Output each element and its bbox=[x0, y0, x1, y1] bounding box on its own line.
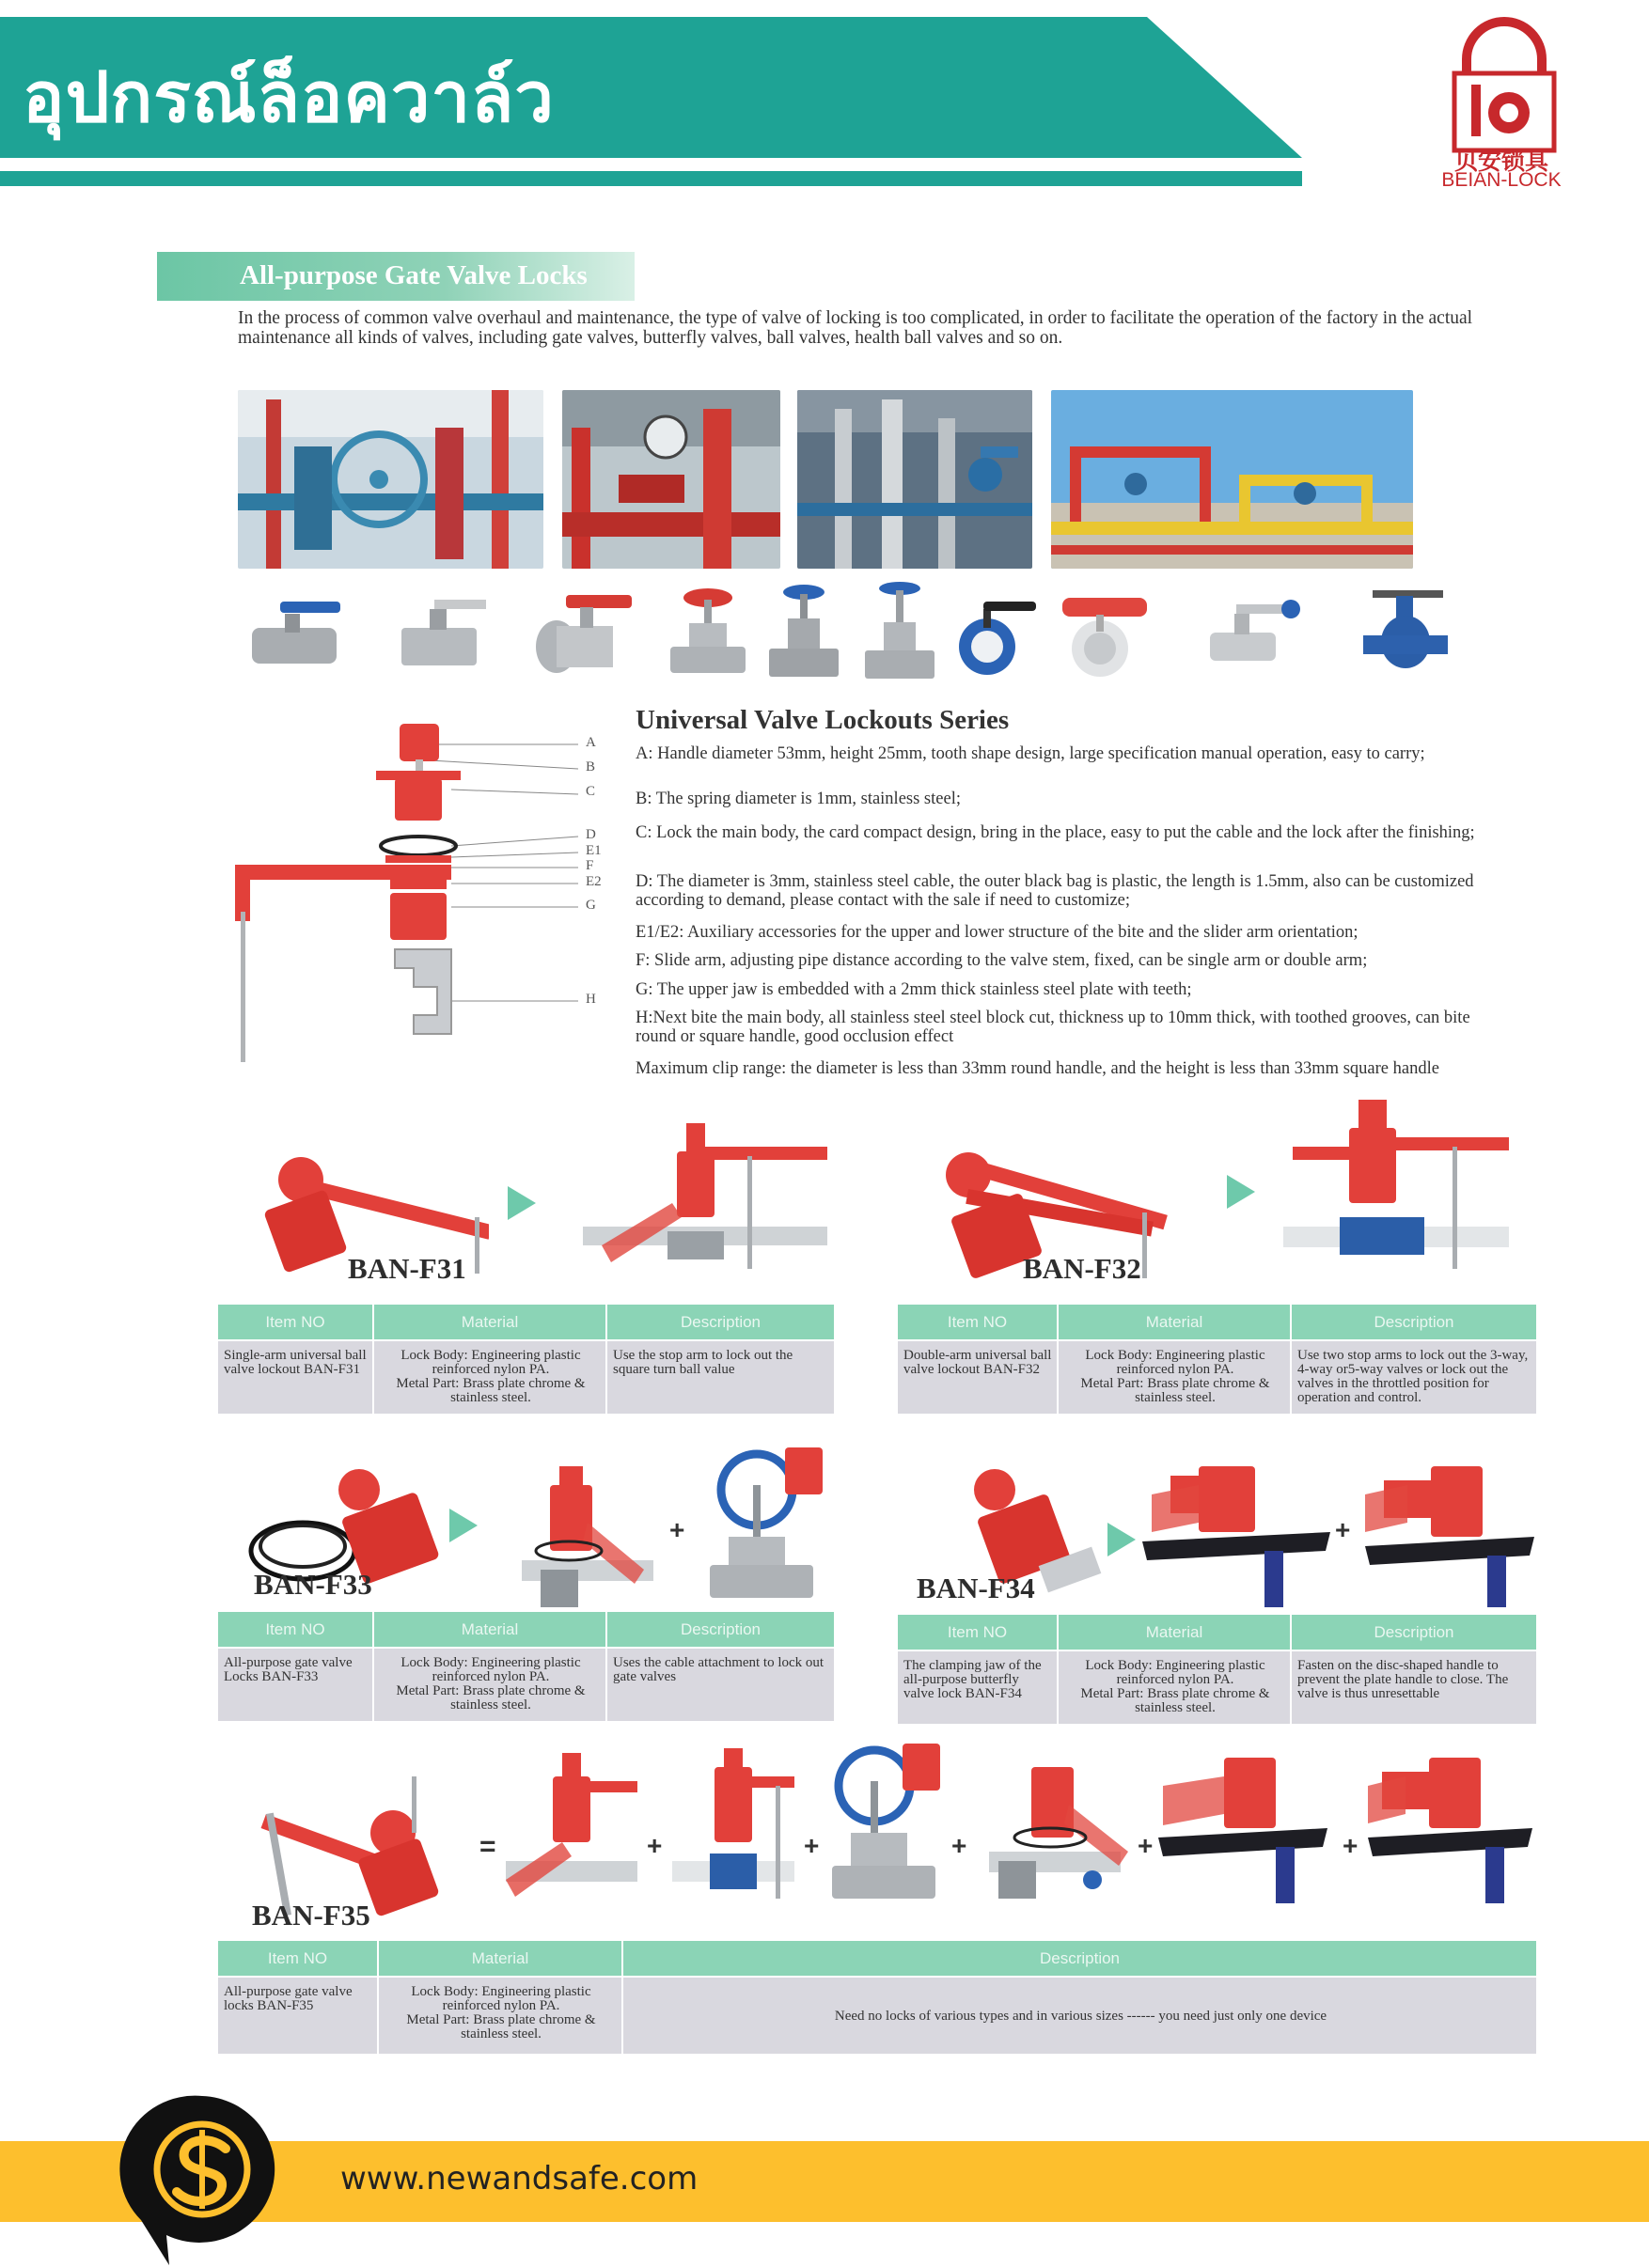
ball-valve-icon bbox=[528, 581, 632, 684]
gate-valve-icon bbox=[1354, 581, 1457, 684]
butterfly-valve-icon bbox=[1053, 581, 1156, 684]
material-line-1: Lock Body: Engineering plastic bbox=[411, 1984, 591, 1999]
material-line-4: stainless steel. bbox=[450, 1390, 531, 1405]
diagram-label-a: A bbox=[586, 735, 596, 750]
cell-description: Fasten on the disc-shaped handle to prevent the plate handle to close. The valve is thus unresettable bbox=[1291, 1650, 1537, 1724]
material-line-2: reinforced nylon PA. bbox=[432, 1362, 550, 1377]
material-line-3: Metal Part: Brass plate chrome & bbox=[396, 1376, 586, 1391]
material-line-4: stainless steel. bbox=[450, 1697, 531, 1713]
product-application-f35-2 bbox=[672, 1748, 794, 1908]
logo-chinese-text: 贝安锁具 bbox=[1453, 148, 1548, 175]
plus-sign: + bbox=[1138, 1831, 1154, 1860]
spec-h: H:Next bite the main body, all stainless steel steel block cut, thickness up to 10mm thick, with toothed grooves, can bite round or square handle, good occlusion effect bbox=[636, 1009, 1470, 1046]
footer-url[interactable]: www.newandsafe.com bbox=[340, 2160, 699, 2198]
cell-item: Single-arm universal ball valve lockout BAN-F31 bbox=[218, 1340, 373, 1414]
photo-industrial-valves bbox=[797, 390, 1032, 569]
diagram-label-b: B bbox=[586, 759, 596, 774]
material-line-3: Metal Part: Brass plate chrome & bbox=[1080, 1376, 1270, 1391]
cell-material bbox=[1058, 1340, 1291, 1414]
page-title: อุปกรณ์ล็อควาล์ว bbox=[23, 57, 555, 138]
diagram-label-e2: E2 bbox=[586, 874, 602, 889]
equals-sign: = bbox=[479, 1831, 496, 1862]
cell-description: Need no locks of various types and in various sizes ------ you need just only one device bbox=[622, 1977, 1537, 2054]
spec-c: C: Lock the main body, the card compact design, bring in the place, easy to put the cable and the lock after the finishing; bbox=[636, 823, 1475, 842]
col-header-material: Material bbox=[1058, 1615, 1291, 1650]
product-image-f35 bbox=[252, 1776, 459, 1917]
diagram-label-g: G bbox=[586, 898, 596, 913]
gate-valve-icon bbox=[848, 581, 951, 684]
col-header-description: Description bbox=[606, 1305, 835, 1340]
cell-description: Use the stop arm to lock out the square turn ball value bbox=[606, 1340, 835, 1414]
cell-material bbox=[378, 1977, 622, 2054]
series-title: Universal Valve Lockouts Series bbox=[636, 705, 1010, 735]
arrow-right-icon bbox=[449, 1509, 478, 1542]
product-name-f34: BAN-F34 bbox=[917, 1572, 1035, 1604]
newandsafe-logo-icon bbox=[115, 2088, 290, 2267]
spec-d: D: The diameter is 3mm, stainless steel cable, the outer black bag is plastic, the length is 1.5mm, also can be customized according to demand, please contact with the sale if need to customize; bbox=[636, 872, 1474, 910]
cell-item: All-purpose gate valve Locks BAN-F33 bbox=[218, 1648, 373, 1721]
cell-material bbox=[373, 1340, 606, 1414]
material-line-2: reinforced nylon PA. bbox=[1116, 1672, 1234, 1687]
col-header-description: Description bbox=[1291, 1615, 1537, 1650]
gate-valve-icon bbox=[656, 581, 760, 684]
material-line-2: reinforced nylon PA. bbox=[432, 1669, 550, 1684]
arrow-right-icon bbox=[1107, 1523, 1136, 1556]
spec-table-f33 bbox=[218, 1612, 836, 1721]
cell-material bbox=[373, 1648, 606, 1721]
material-line-1: Lock Body: Engineering plastic bbox=[1085, 1348, 1265, 1363]
gate-valve-icon bbox=[752, 581, 856, 684]
col-header-material: Material bbox=[373, 1612, 606, 1648]
diagram-label-c: C bbox=[586, 784, 596, 799]
diagram-label-e1: E1 bbox=[586, 843, 602, 858]
spec-table-f35 bbox=[218, 1941, 1538, 2054]
section-label bbox=[157, 252, 635, 301]
diagram-label-d: D bbox=[586, 827, 596, 842]
material-line-4: stainless steel. bbox=[1135, 1390, 1216, 1405]
spec-b: B: The spring diameter is 1mm, stainless steel; bbox=[636, 790, 961, 808]
spec-table-f32 bbox=[898, 1305, 1538, 1414]
plus-sign: + bbox=[1343, 1831, 1358, 1860]
material-line-4: stainless steel. bbox=[1135, 1700, 1216, 1715]
exploded-diagram bbox=[226, 714, 620, 1090]
material-line-3: Metal Part: Brass plate chrome & bbox=[396, 1683, 586, 1698]
diagram-label-f: F bbox=[586, 858, 594, 873]
plus-sign: + bbox=[951, 1831, 967, 1860]
material-line-1: Lock Body: Engineering plastic bbox=[1085, 1658, 1265, 1673]
product-application-f31 bbox=[583, 1123, 827, 1283]
col-header-description: Description bbox=[622, 1941, 1537, 1977]
intro-paragraph: In the process of common valve overhaul and maintenance, the type of valve of locking is too complicated, in order to facilitate the operation of the factory in the actual maintenance all kinds of valves, including gate valves, butterfly valves, ball valves, health ball valves and so on. bbox=[238, 308, 1473, 348]
plus-sign: + bbox=[647, 1831, 663, 1860]
logo-english-text: BEIAN-LOCK bbox=[1441, 169, 1562, 191]
product-name-f33: BAN-F33 bbox=[254, 1568, 372, 1601]
cell-description: Uses the cable attachment to lock out gate valves bbox=[606, 1648, 835, 1721]
plus-sign: + bbox=[669, 1515, 685, 1544]
spec-e1e2: E1/E2: Auxiliary accessories for the upper and lower structure of the bite and the slider arm orientation; bbox=[636, 923, 1358, 942]
product-application-f35-4 bbox=[980, 1748, 1130, 1908]
col-header-description: Description bbox=[1291, 1305, 1537, 1340]
product-application-f32 bbox=[1283, 1100, 1509, 1283]
product-application-f33-gate bbox=[700, 1447, 837, 1607]
photo-red-pipes bbox=[562, 390, 780, 569]
diagram-label-h: H bbox=[586, 992, 596, 1007]
material-line-2: reinforced nylon PA. bbox=[442, 1998, 560, 2013]
plus-sign: + bbox=[804, 1831, 820, 1860]
cell-item: The clamping jaw of the all-purpose butterfly valve lock BAN-F34 bbox=[898, 1650, 1058, 1724]
spec-g: G: The upper jaw is embedded with a 2mm thick stainless steel plate with teeth; bbox=[636, 980, 1192, 999]
spec-f: F: Slide arm, adjusting pipe distance according to the valve stem, fixed, can be single arm or double arm; bbox=[636, 951, 1368, 970]
product-application-f34-alt bbox=[1365, 1457, 1539, 1607]
product-name-f32: BAN-F32 bbox=[1023, 1252, 1141, 1285]
col-header-material: Material bbox=[1058, 1305, 1291, 1340]
spec-max-clip: Maximum clip range: the diameter is less than 33mm round handle, and the height is less than 33mm square handle bbox=[636, 1059, 1439, 1078]
product-application-f35-6 bbox=[1368, 1748, 1537, 1908]
product-application-f33 bbox=[503, 1466, 653, 1607]
product-name-f31: BAN-F31 bbox=[348, 1252, 466, 1285]
material-line-4: stainless steel. bbox=[461, 2026, 542, 2041]
material-line-3: Metal Part: Brass plate chrome & bbox=[1080, 1686, 1270, 1701]
spec-a: A: Handle diameter 53mm, height 25mm, tooth shape design, large specification manual operation, easy to carry; bbox=[636, 744, 1425, 763]
product-application-f35-1 bbox=[506, 1748, 637, 1908]
arrow-right-icon bbox=[508, 1186, 536, 1220]
product-application-f35-3 bbox=[823, 1744, 959, 1908]
col-header-item: Item NO bbox=[218, 1612, 373, 1648]
arrow-right-icon bbox=[1227, 1175, 1255, 1209]
spec-table-f31 bbox=[218, 1305, 836, 1414]
header-underline bbox=[0, 171, 1302, 186]
cell-material bbox=[1058, 1650, 1291, 1724]
butterfly-valve-icon bbox=[940, 581, 1044, 684]
material-line-2: reinforced nylon PA. bbox=[1116, 1362, 1234, 1377]
col-header-item: Item NO bbox=[218, 1305, 373, 1340]
col-header-item: Item NO bbox=[898, 1305, 1058, 1340]
ball-valve-icon bbox=[1199, 581, 1302, 684]
product-application-f35-5 bbox=[1158, 1748, 1332, 1908]
cell-description: Use two stop arms to lock out the 3-way, 4-way or5-way valves or lock out the valves in the throttled position for operation and control. bbox=[1291, 1340, 1537, 1414]
section-label-text: All-purpose Gate Valve Locks bbox=[240, 260, 588, 290]
photo-fire-valves bbox=[238, 390, 543, 569]
cell-item: All-purpose gate valve locks BAN-F35 bbox=[218, 1977, 378, 2054]
material-line-1: Lock Body: Engineering plastic bbox=[400, 1655, 581, 1670]
ball-valve-icon bbox=[243, 581, 346, 684]
cell-item: Double-arm universal ball valve lockout BAN-F32 bbox=[898, 1340, 1058, 1414]
col-header-material: Material bbox=[373, 1305, 606, 1340]
ball-valve-icon bbox=[387, 581, 491, 684]
photo-pipeline-plant bbox=[1051, 390, 1413, 569]
material-line-3: Metal Part: Brass plate chrome & bbox=[406, 2012, 596, 2027]
spec-table-f34 bbox=[898, 1615, 1538, 1724]
col-header-item: Item NO bbox=[898, 1615, 1058, 1650]
material-line-1: Lock Body: Engineering plastic bbox=[400, 1348, 581, 1363]
col-header-material: Material bbox=[378, 1941, 622, 1977]
product-application-f34 bbox=[1142, 1457, 1335, 1607]
plus-sign: + bbox=[1335, 1515, 1351, 1544]
col-header-description: Description bbox=[606, 1612, 835, 1648]
col-header-item: Item NO bbox=[218, 1941, 378, 1977]
product-name-f35: BAN-F35 bbox=[252, 1899, 370, 1932]
